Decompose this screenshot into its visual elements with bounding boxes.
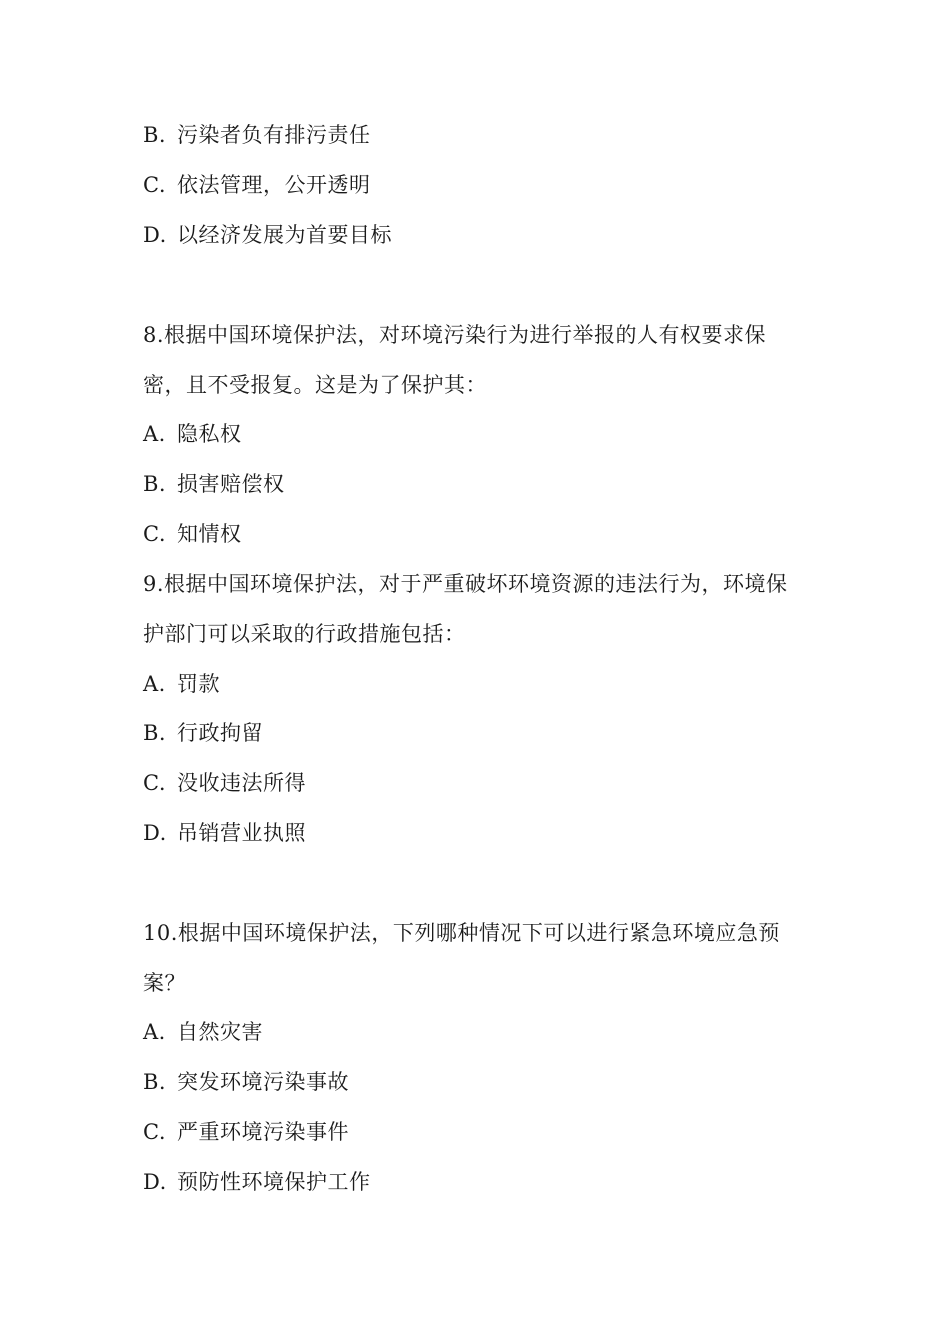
q8-option-a <box>143 420 242 448</box>
q9-option-d <box>143 819 306 847</box>
q10-option-c <box>143 1118 349 1146</box>
q8-option-b <box>143 470 285 498</box>
option-text: 自然灾害 <box>177 1020 263 1044</box>
option-letter: D. <box>143 223 167 247</box>
q7-option-c <box>143 171 371 199</box>
option-text: 没收违法所得 <box>177 771 306 795</box>
option-letter: B. <box>143 123 167 147</box>
q10-stem-line2: 案？ <box>143 971 186 995</box>
q9-stem-line1: 9.根据中国环境保护法，对于严重破坏环境资源的违法行为，环境保 <box>143 572 788 596</box>
option-text: 损害赔偿权 <box>177 472 285 496</box>
option-letter: C. <box>143 522 166 546</box>
q8-stem-line1: 8.根据中国环境保护法，对环境污染行为进行举报的人有权要求保 <box>143 323 767 347</box>
option-letter: D. <box>143 821 167 845</box>
q7-option-d <box>143 221 392 249</box>
q9-stem-line2: 护部门可以采取的行政措施包括： <box>143 622 466 646</box>
option-text: 污染者负有排污责任 <box>177 123 371 147</box>
q9-option-c <box>143 769 306 797</box>
option-letter: C. <box>143 771 166 795</box>
option-letter: C. <box>143 173 166 197</box>
q9-option-a <box>143 670 220 698</box>
q9-option-b <box>143 719 263 747</box>
option-letter: B. <box>143 1070 167 1094</box>
option-text: 以经济发展为首要目标 <box>177 223 392 247</box>
option-text: 预防性环境保护工作 <box>177 1170 371 1194</box>
option-text: 隐私权 <box>177 422 242 446</box>
option-letter: B. <box>143 472 167 496</box>
option-text: 知情权 <box>177 522 242 546</box>
q10-option-b <box>143 1068 349 1096</box>
option-letter: A. <box>143 1020 166 1044</box>
option-letter: B. <box>143 721 167 745</box>
q10-stem-line1: 10.根据中国环境保护法，下列哪种情况下可以进行紧急环境应急预 <box>143 921 780 945</box>
q7-option-b <box>143 121 371 149</box>
option-letter: A. <box>143 422 166 446</box>
option-letter: C. <box>143 1120 166 1144</box>
q10-option-d <box>143 1168 371 1196</box>
option-text: 吊销营业执照 <box>177 821 306 845</box>
option-text: 罚款 <box>177 672 220 696</box>
option-letter: A. <box>143 672 166 696</box>
q8-stem-line2: 密，且不受报复。这是为了保护其： <box>143 373 487 397</box>
option-letter: D. <box>143 1170 167 1194</box>
option-text: 依法管理，公开透明 <box>177 173 371 197</box>
option-text: 行政拘留 <box>177 721 263 745</box>
option-text: 突发环境污染事故 <box>177 1070 349 1094</box>
q8-option-c <box>143 520 242 548</box>
option-text: 严重环境污染事件 <box>177 1120 349 1144</box>
q10-option-a <box>143 1018 263 1046</box>
